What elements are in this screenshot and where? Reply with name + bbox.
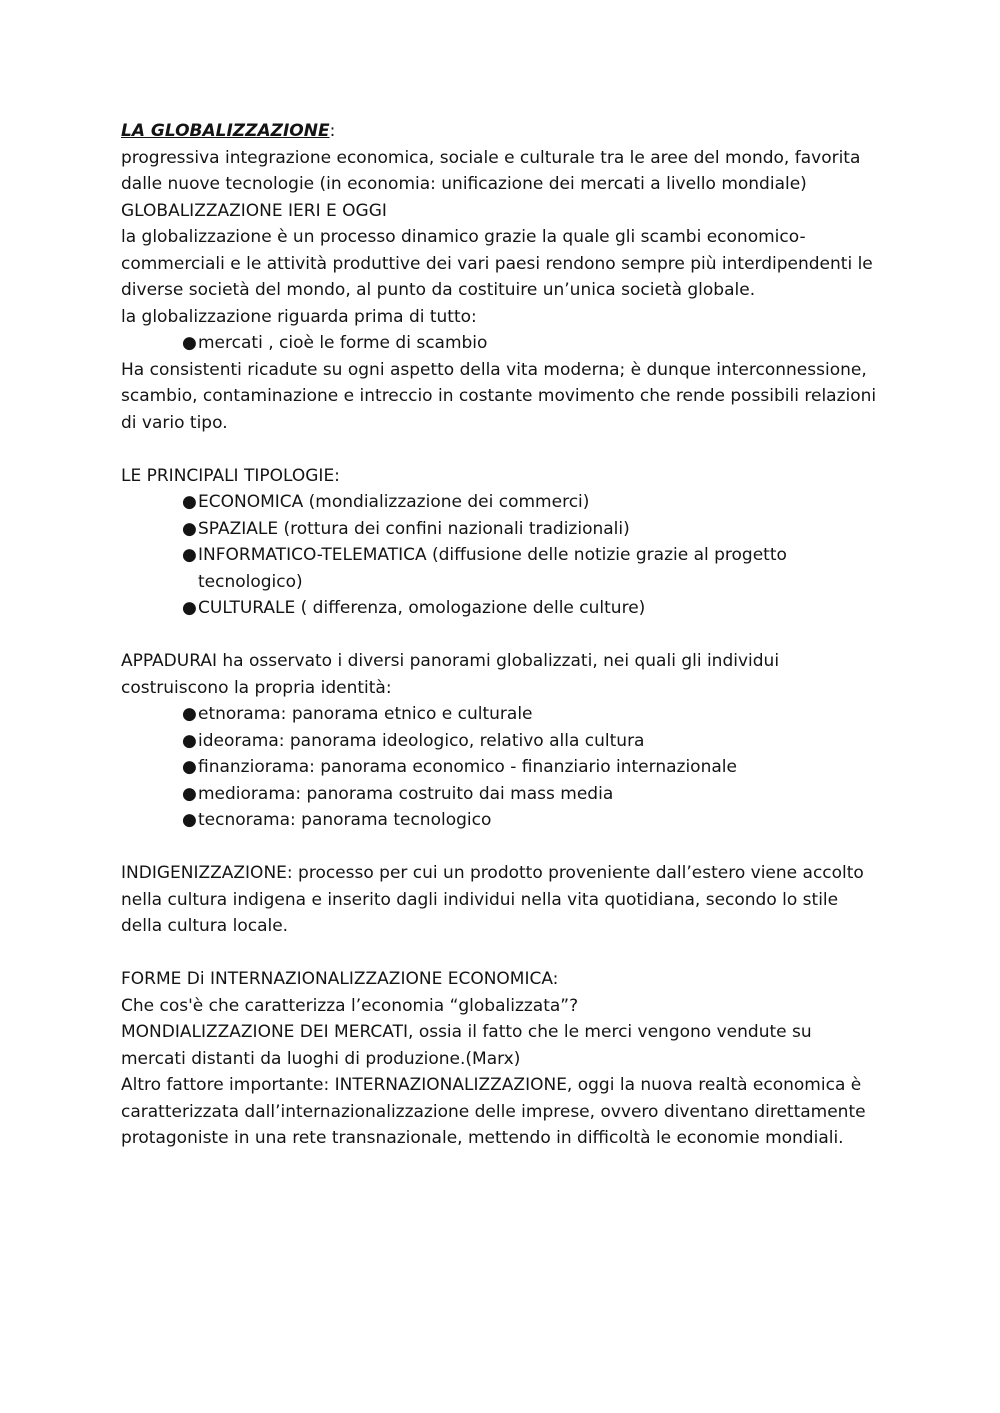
list-item-text: finanziorama: panorama economico - finanziario internazionale [198, 757, 737, 777]
bullet-icon: ● [182, 704, 197, 724]
bullet-list-tipologie [121, 489, 881, 622]
section-heading-tipologie: LE PRINCIPALI TIPOLOGIE: [121, 465, 340, 486]
list-item [182, 701, 881, 728]
section-paragraph-mondializzazione: MONDIALIZZAZIONE DEI MERCATI, ossia il fatto che le merci vengono vendute su mercati distanti da luoghi di produzione.(Marx) [121, 1022, 812, 1069]
section-question: Che cos'è che caratterizza l’economia “globalizzata”? [121, 995, 579, 1016]
bullet-icon: ● [182, 783, 197, 804]
list-item-text: mercati , cioè le forme di scambio [198, 333, 488, 353]
list-item [182, 754, 881, 781]
list-item-text: INFORMATICO-TELEMATICA (diffusione delle notizie grazie al progetto tecnologico) [198, 545, 787, 592]
section-paragraph-indigenizzazione: INDIGENIZZAZIONE: processo per cui un prodotto proveniente dall’estero viene accolto nella cultura indigena e inserito dagli individui nella vita quotidiana, secondo lo stile della cultura locale. [121, 863, 864, 936]
section-heading-ieri-oggi: GLOBALIZZAZIONE IERI E OGGI [121, 200, 387, 221]
bullet-icon: ● [182, 757, 197, 777]
document-title-line [121, 118, 881, 145]
list-item [182, 781, 881, 808]
section-paragraph-internazionalizzazione: Altro fattore importante: INTERNAZIONALIZZAZIONE, oggi la nuova realtà economica è caratterizzata dall’internazionalizzazione delle imprese, ovvero diventano direttamente protagoniste in una rete transnazionale, mettendo in difficoltà le economie mondiali. [121, 1075, 866, 1148]
document-page [121, 118, 881, 1152]
blank-line [121, 834, 881, 861]
section-paragraph-processo: la globalizzazione è un processo dinamico grazie la quale gli scambi economico-commerciali e le attività produttive dei vari paesi rendono sempre più interdipendenti le diverse società del mondo, al punto da costituire un’unica società globale. [121, 227, 873, 300]
document-title: LA GLOBALIZZAZIONE [121, 121, 330, 141]
bullet-icon: ● [182, 598, 197, 618]
bullet-list-panorami [121, 701, 881, 834]
section-paragraph-appadurai: APPADURAI ha osservato i diversi panorami globalizzati, nei quali gli individui costruiscono la propria identità: [121, 651, 780, 698]
bullet-list-mercati [121, 330, 881, 357]
list-item-text: SPAZIALE (rottura dei confini nazionali tradizionali) [198, 518, 630, 539]
bullet-icon: ● [182, 518, 197, 539]
list-item [182, 542, 881, 595]
section-heading-forme: FORME Di INTERNAZIONALIZZAZIONE ECONOMICA: [121, 969, 559, 989]
blank-line [121, 940, 881, 967]
title-colon: : [329, 121, 336, 141]
list-item [182, 330, 881, 357]
list-item [182, 728, 881, 755]
section-intro-riguarda: la globalizzazione riguarda prima di tutto: [121, 306, 477, 327]
list-item-text: ECONOMICA (mondializzazione dei commerci) [198, 492, 590, 512]
list-item-text: ideorama: panorama ideologico, relativo alla cultura [198, 730, 645, 751]
bullet-icon: ● [182, 810, 197, 830]
list-item-text: CULTURALE ( differenza, omologazione delle culture) [198, 598, 646, 618]
bullet-icon: ● [182, 730, 197, 751]
definition-paragraph: progressiva integrazione economica, sociale e culturale tra le aree del mondo, favorita dalle nuove tecnologie (in economia: unificazione dei mercati a livello mondiale) [121, 147, 861, 194]
list-item-text: etnorama: panorama etnico e culturale [198, 704, 533, 724]
list-item [182, 807, 881, 834]
list-item [182, 516, 881, 543]
list-item-text: tecnorama: panorama tecnologico [198, 810, 492, 830]
list-item-text: mediorama: panorama costruito dai mass media [198, 783, 614, 804]
bullet-icon: ● [182, 333, 197, 353]
bullet-icon: ● [182, 545, 197, 565]
section-paragraph-ricadute: Ha consistenti ricadute su ogni aspetto della vita moderna; è dunque interconnessione, scambio, contaminazione e intreccio in costante movimento che rende possibili relazioni di vario tipo. [121, 359, 877, 433]
list-item [182, 489, 881, 516]
blank-line [121, 436, 881, 463]
blank-line [121, 622, 881, 649]
bullet-icon: ● [182, 492, 197, 512]
list-item [182, 595, 881, 622]
